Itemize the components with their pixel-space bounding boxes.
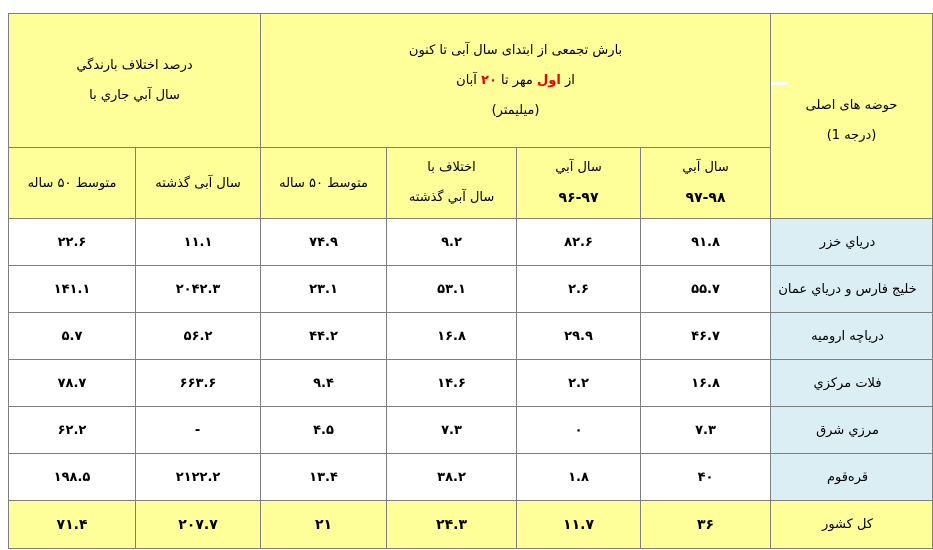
value-avg50: ۴.۵ — [261, 407, 387, 454]
value-avg50: ۱۳.۴ — [261, 454, 387, 501]
total-pct-avg: ۷۱.۴ — [9, 501, 136, 549]
col-header-9697 — [517, 148, 641, 219]
value-9798: ۵۵.۷ — [641, 266, 771, 313]
value-pct-prev: ۱۱.۱ — [136, 219, 261, 266]
total-label: کل کشور — [771, 501, 933, 549]
value-avg50: ۲۳.۱ — [261, 266, 387, 313]
value-pct-prev: ۶۶۳.۶ — [136, 360, 261, 407]
value-pct-prev: ۵۶.۲ — [136, 313, 261, 360]
value-9798: ۴۶.۷ — [641, 313, 771, 360]
value-pct-prev: ۲۱۲۲.۲ — [136, 454, 261, 501]
percent-header-line1: درصد اختلاف بارندگي — [76, 57, 193, 73]
period-start-highlight: اول — [537, 72, 561, 88]
cumulative-header-line2 — [261, 66, 770, 96]
cumulative-header-line1: بارش تجمعی از ابتدای سال آبی تا کنون — [408, 42, 623, 58]
basin-name: قره‌قوم — [771, 454, 933, 501]
cumulative-header-cell — [261, 14, 771, 148]
total-row — [9, 501, 933, 549]
value-diff: ۱۴.۶ — [387, 360, 517, 407]
rainfall-table — [8, 13, 933, 549]
col-header-avg50: متوسط ۵۰ ساله — [261, 148, 387, 219]
value-9697: ۲۹.۹ — [517, 313, 641, 360]
period-mid: مهر تا — [496, 72, 538, 88]
value-diff: ۹.۲ — [387, 219, 517, 266]
value-9697: ۰ — [517, 407, 641, 454]
basin-name: درياچه اروميه — [771, 313, 933, 360]
value-avg50: ۷۴.۹ — [261, 219, 387, 266]
col-header-9798 — [641, 148, 771, 219]
table-row — [9, 360, 933, 407]
basin-header-cell — [771, 14, 933, 219]
value-pct-avg: ۶۲.۲ — [9, 407, 136, 454]
col-header-9697-line2: ۹۶-۹۷ — [558, 190, 599, 206]
period-from: از — [560, 72, 575, 88]
value-pct-avg: ۲۲.۶ — [9, 219, 136, 266]
value-9697: ۲.۲ — [517, 360, 641, 407]
col-header-diff-line1: اختلاف با — [427, 160, 476, 175]
col-header-9798-line2: ۹۷-۹۸ — [685, 190, 726, 206]
value-pct-avg: ۵.۷ — [9, 313, 136, 360]
value-pct-prev: ۲۰۴۲.۳ — [136, 266, 261, 313]
total-pct-prev: ۲۰۷.۷ — [136, 501, 261, 549]
value-9697: ۸۲.۶ — [517, 219, 641, 266]
value-9798: ۹۱.۸ — [641, 219, 771, 266]
total-diff: ۲۴.۳ — [387, 501, 517, 549]
col-header-diff-line2: سال آبي گذشته — [408, 190, 495, 205]
table-row — [9, 454, 933, 501]
percent-header-cell — [9, 14, 261, 148]
value-pct-avg: ۱۹۸.۵ — [9, 454, 136, 501]
value-9697: ۱.۸ — [517, 454, 641, 501]
total-9697: ۱۱.۷ — [517, 501, 641, 549]
basin-header-line1: حوضه های اصلی — [805, 97, 898, 113]
value-diff: ۳۸.۲ — [387, 454, 517, 501]
total-avg50: ۲۱ — [261, 501, 387, 549]
table-row — [9, 313, 933, 360]
value-diff: ۱۶.۸ — [387, 313, 517, 360]
basin-name: خليج فارس و درياي عمان — [771, 266, 933, 313]
basin-name: درياي خزر — [771, 219, 933, 266]
col-header-9798-line1: سال آبي — [682, 160, 729, 175]
value-diff: ۷.۳ — [387, 407, 517, 454]
value-9798: ۴۰ — [641, 454, 771, 501]
col-header-pct-avg50: متوسط ۵۰ ساله — [9, 148, 136, 219]
table-row — [9, 266, 933, 313]
value-9798: ۷.۳ — [641, 407, 771, 454]
period-end-month: آبان — [456, 72, 482, 88]
table-row — [9, 219, 933, 266]
value-9798: ۱۶.۸ — [641, 360, 771, 407]
value-diff: ۵۳.۱ — [387, 266, 517, 313]
value-9697: ۲.۶ — [517, 266, 641, 313]
value-pct-avg: ۷۸.۷ — [9, 360, 136, 407]
col-header-9697-line1: سال آبي — [555, 160, 602, 175]
header-mark — [771, 82, 787, 85]
table-row — [9, 407, 933, 454]
cumulative-header-line3: (میلیمتر) — [491, 102, 540, 118]
value-pct-avg: ۱۴۱.۱ — [9, 266, 136, 313]
basin-header-line2: (درجه 1) — [826, 127, 877, 143]
basin-name: مرزي شرق — [771, 407, 933, 454]
value-pct-prev: - — [136, 407, 261, 454]
total-9798: ۳۶ — [641, 501, 771, 549]
percent-header-line2: سال آبي جاري با — [89, 87, 180, 103]
col-header-diff — [387, 148, 517, 219]
period-end-highlight: ۲۰ — [481, 72, 497, 88]
basin-name: فلات مرکزي — [771, 360, 933, 407]
value-avg50: ۴۴.۲ — [261, 313, 387, 360]
col-header-prev-year: سال آبی گذشته — [136, 148, 261, 219]
value-avg50: ۹.۴ — [261, 360, 387, 407]
